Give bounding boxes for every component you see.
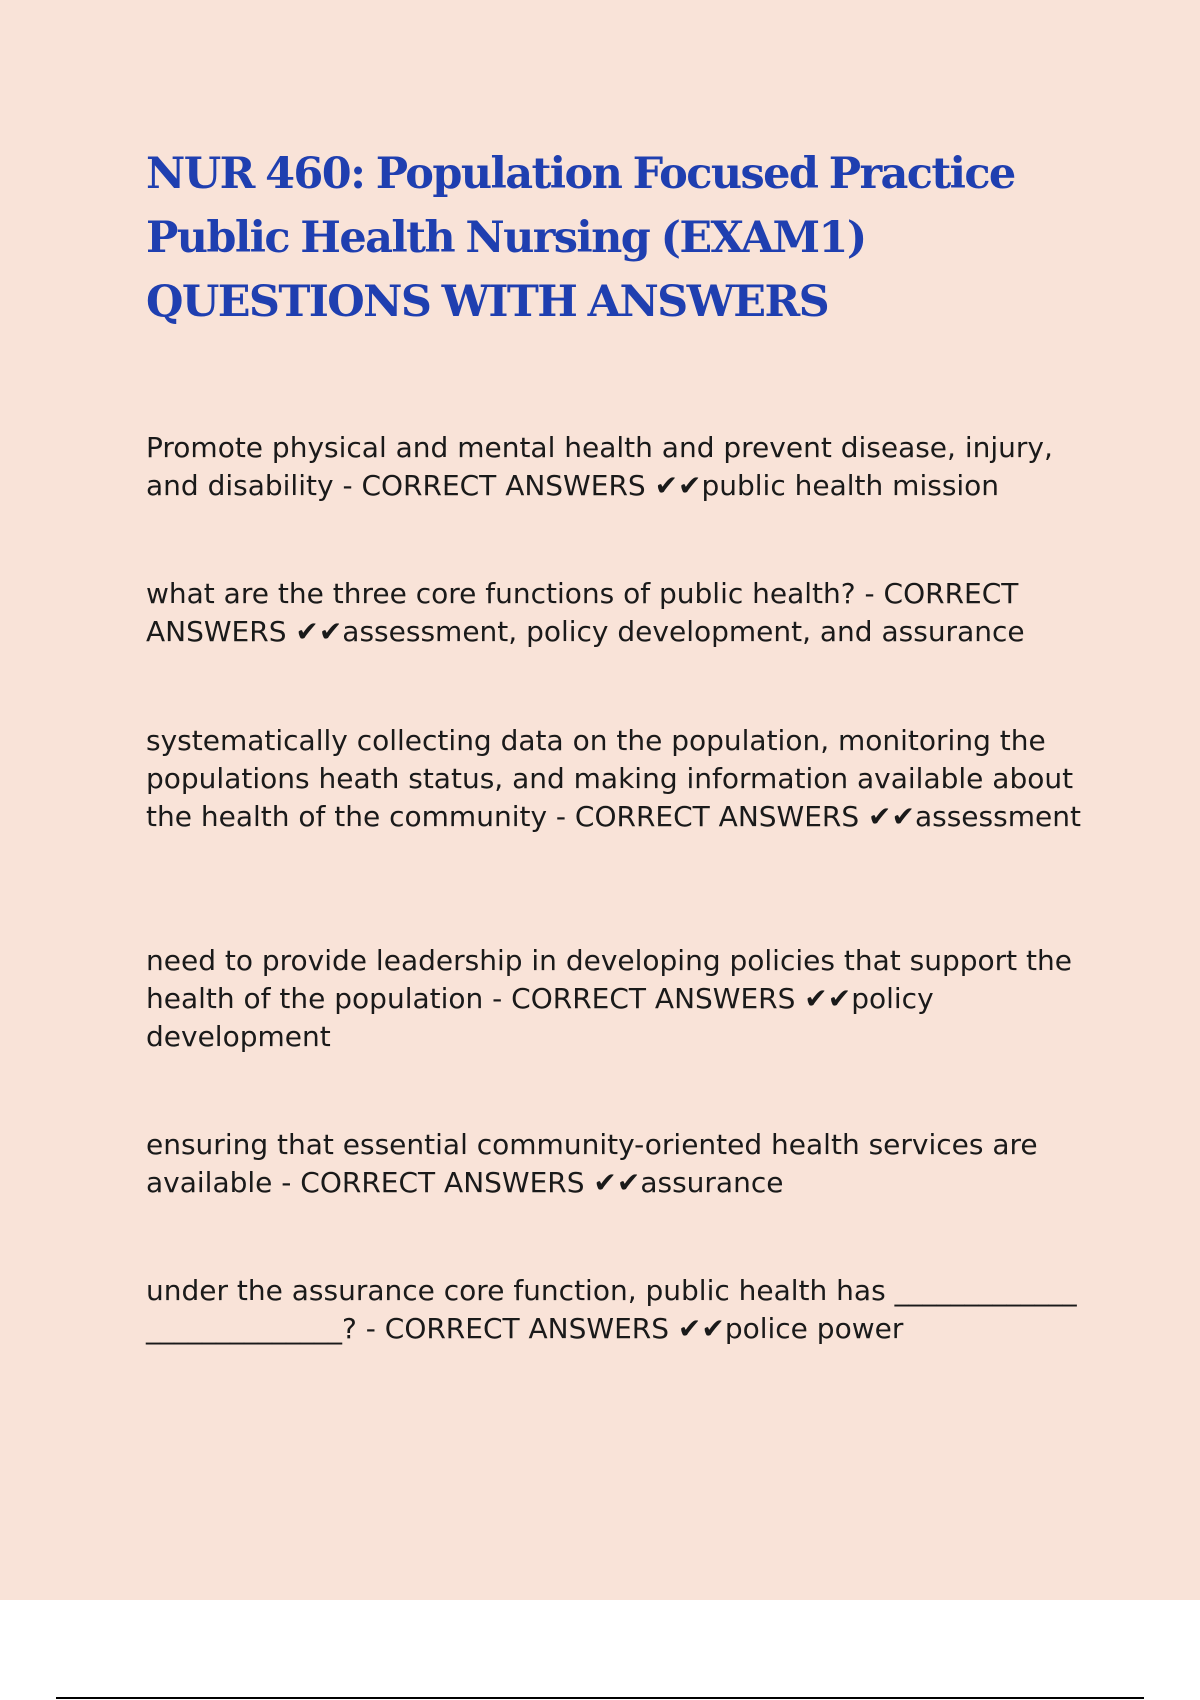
qa-item-assessment: systematically collecting data on the population, monitoring the populations heath status, and making information available about the health of the community - CORRECT ANSWERS ✔✔assessment (146, 724, 1091, 833)
qa-item-assurance: ensuring that essential community-oriented health services are available - CORRECT ANSWERS ✔✔assurance (146, 1128, 1047, 1199)
qa-item-policy-development: need to provide leadership in developing policies that support the health of the population - CORRECT ANSWERS ✔✔policy development (146, 944, 1090, 1053)
qa-item-core-functions: what are the three core functions of public health? - CORRECT ANSWERS ✔✔assessment, policy development, and assurance (146, 577, 1028, 648)
document-title: NUR 460: Population Focused Practice Public Health Nursing (EXAM1) QUESTIONS WITH ANSWERS (146, 149, 1015, 327)
qa-item-public-health-mission: Promote physical and mental health and prevent disease, injury, and disability - CORRECT ANSWERS ✔✔public health mission (146, 431, 1062, 502)
footer-divider (56, 1697, 1144, 1699)
qa-item-police-power: under the assurance core function, public health has _____________ ______________? - CORRECT ANSWERS ✔✔police power (146, 1274, 1086, 1345)
